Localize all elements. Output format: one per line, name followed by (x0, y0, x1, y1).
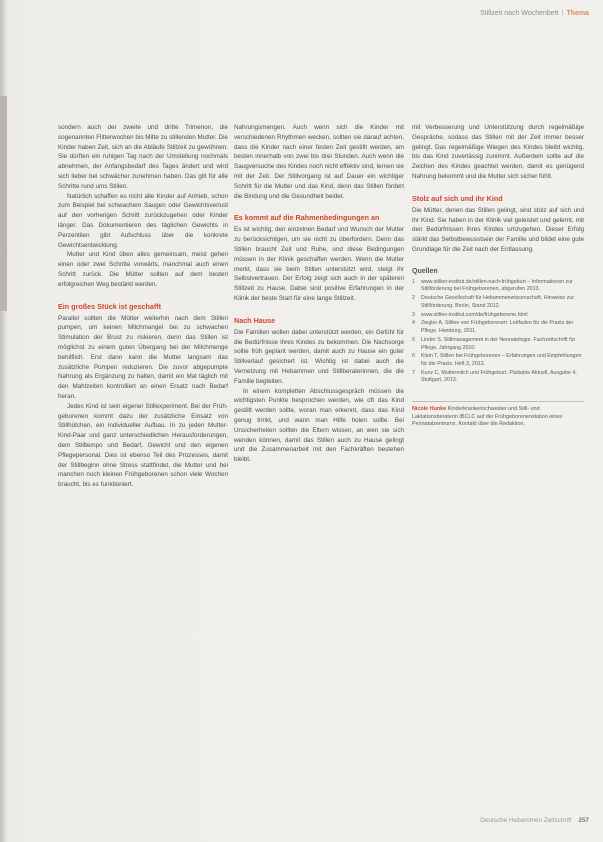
paragraph: Jedes Kind ist sein eigener Stillexperiment. Bei der Frühgeborenen kommt dazu der zusätzliche Einsatz von Stillhütchen, ein individueller Aufbau. In zu jeden Mutter-Kind-Paar und ganz unterschiedlichen Herausforderungen, dem Stilltempo und Bedarf, Gewicht und den eigenen Pflegepersonal. Dies ist ebenso Teil des Prozesses, damit der Stillbeginn ohne Stress stattfindet, die Mutter und bei manchen noch kleinen Frühgeborenen schon viele Wochen braucht, bis es funktioniert. (58, 402, 228, 489)
journal-name: Deutsche Hebammen Zeitschrift (480, 817, 572, 824)
reference-number: 6 (412, 353, 415, 360)
references-list (412, 279, 584, 386)
reference-text: Klein T, Stillen bei Frühgeborenen – Erfahrungen und Empfehlungen für die Praxis. Heft 3, 2012. (421, 353, 582, 367)
reference-text: www.stillen-institut.com/de/frühgeborene.html (421, 311, 528, 318)
reference-text: Kunz C, Muttermilch und Frühgeburt. Pädiatrie Aktuell, Ausgabe 4, Stuttgart, 2013. (421, 369, 577, 384)
running-head-topic: Stillzeit nach Wochenbett (480, 10, 559, 17)
paragraph: Natürlich schaffen es nicht alle Kinder auf Anhieb, schon zum Beispiel bei schwachem Saugen oder Gewichtsverlust auf den vorherigen Schritt zurückzugehen oder Kinder länger. Das Dokumentieren des täglichen Gewichts in Perzentilen gibt Aufschluss über die konkrete Gewichtsentwicklung. (58, 192, 228, 249)
paragraph: Es ist wichtig, den einzelnen Bedarf und Wunsch der Mutter zu berücksichtigen, um sie nicht zu überfordern. Denn das Stillen braucht Zeit und Ruhe, und diese Bedingungen müssen in der Klinik geschaffen werden. Wenn die Mutter merkt, dass sie beim Stillen unterstützt wird, steigt ihr Selbstvertrauen. Der Erfolg zeigt sich auch in der späteren Stillzeit zu Hause. Dabei sind positive Erfahrungen in der Klinik der beste Start für eine lange Stillzeit. (234, 226, 404, 302)
author-bio (412, 406, 584, 429)
section-heading: Es kommt auf die Rahmenbedingungen an (234, 213, 380, 223)
reference-number: 3 (412, 311, 415, 318)
author-name: Nicole Hunke (412, 406, 447, 413)
references-title: Quellen (412, 267, 438, 275)
reference-number: 5 (412, 336, 415, 343)
paragraph: mit Verbesserung und Unterstützung durch regelmäßige Gespräche, sodass das Stillen mit der Zeit immer besser gelingt. Das regelmäßige Wiegen des Kindes bleibt wichtig, bis das Kind zuverlässig zunimmt. Außerdem sollte auf die Zeichen des Kindes geachtet werden, damit es genügend Nahrung bekommt und die Mutter sich sicher fühlt. (412, 124, 584, 180)
section-tab-marker (0, 96, 7, 311)
reference-text: Linder S, Stillmanagement in der Neonatologie. Fachzeitschrift für Pflege, Jahrgang 2010. (421, 336, 576, 351)
reference-number: 7 (412, 369, 415, 376)
reference-number: 2 (412, 295, 415, 302)
reference-item (412, 279, 584, 294)
running-head-section: Thema (566, 10, 589, 17)
reference-item (412, 312, 584, 320)
author-divider (412, 401, 584, 402)
reference-item (412, 337, 584, 352)
reference-item (412, 370, 584, 385)
reference-text: Deutsche Gesellschaft für Hebammenwissenschaft, Hinweise zur Stillförderung. Berlin, Stand 2012. (421, 295, 575, 309)
paragraph: sondern auch der zweite und dritte Trimenon, die sogenannten Flitterwochen bis Mitte zu stillenden Mutter. Die Kinder haben Zeit, sich an die Abläufe Stillzeit zu gewöhnen. Sie dürften ein ruhigen Tag nach der Umstellung nochmals abnehmen, der Anfangsbedarf des Tages ändert und wird sich lieber bei schwächer zunehmen haben. Das gilt für alle Schritte rund ums Stillen. (58, 124, 228, 190)
text-column-1 (58, 123, 228, 813)
running-head-divider: | (561, 10, 564, 17)
reference-number: 1 (412, 278, 415, 285)
page-footer (480, 817, 589, 824)
reference-number: 4 (412, 320, 415, 327)
paragraph: Parallel sollten die Mütter weiterhin nach dem Stillen pumpen, um keinen Milchmangel bei zu schwachen Stimulation der Brust zu riskieren, denn das Stillen ist möglichst zu einem guten Übergang bei der Milchmenge behilflich. Erst dann kann die Mutter langsam das zusätzliche Pumpen reduzieren. Die zuvor abgepumpte Nahrung als Ergänzung zu halten, damit ein Mal täglich mit den Mahlzeiten kontrolliert an einen Ersatz nach Bedarf heran. (58, 314, 228, 400)
running-head (480, 10, 589, 17)
text-column-3 (412, 123, 584, 813)
reference-text: www.stillen-institut.de/stillen-nach-frühgeburt – Informationen zur Stillförderung bei Frühgeborenen, abgerufen 2013. (421, 278, 573, 293)
paragraph: Die Familien wollen dabei unterstützt werden, ein Gefühl für die Bedürfnisse ihres Kindes zu bekommen. Die Nachsorge sollte früh geplant werden, damit auch zu Hause ein guter Stillverlauf gesichert ist. Wichtig ist dabei auch die Vernetzung mit Hebammen und Stillberaterinnen, die die Familie begleiten. (234, 328, 404, 385)
reference-item (412, 295, 584, 310)
reference-item (412, 353, 584, 368)
section-heading: Ein großes Stück ist geschafft (58, 301, 162, 311)
paragraph: In einem kompletten Abschlussgespräch müssen die wichtigsten Punkte besprochen werden, wie oft das Kind gestillt werden sollte, woran man erkennt, dass das Kind genug trinkt, und wann man Hilfe holen sollte. Bei Unsicherheiten sollten die Eltern wissen, an wen sie sich wenden können, damit das Stillen auch zu Hause gelingt und die Zusammenarbeit mit den Fachkräften bestehen bleibt. (234, 387, 404, 464)
reference-item (412, 320, 584, 335)
section-heading: Nach Hause (234, 315, 276, 325)
section-heading: Stolz auf sich und ihr Kind (412, 193, 503, 203)
author-description: Kinderkrankenschwester und Still- und Laktationsberaterin IBCLC auf der Frühgeborenenstation eines Perinatalzentrums. Kontakt über die Redaktion. (412, 406, 563, 428)
reference-text: Ziegler A, Stillen von Frühgeborenen: Leitfaden für die Praxis der Pflege. Hamburg, 2011. (421, 320, 574, 335)
paragraph: Nahrungsmengen. Auch wenn sich die Kinder mit verschiedenen Rhythmen wecken, sollten sie darauf achten, dass die Kinder nach einer festen Zeit gestillt werden, am besten innerhalb von zwei bis drei Stunden. Auch wenn die Saugversuche des Kindes noch nicht effektiv sind, lernen sie mit der Zeit. Der Stillvorgang ist auf Dauer ein wichtiger Schritt für die Mutter und das Kind, denn das Stillen fördert die Bindung und die Gesundheit beider. (234, 124, 404, 200)
page-number: 257 (578, 817, 589, 824)
paragraph: Die Mütter, denen das Stillen gelingt, sind stolz auf sich und ihr Kind. Sie haben in der Klinik viel geleistet und gelernt, mit den Bedürfnissen ihres Kindes umzugehen. Dieser Erfolg stärkt das Selbstbewusstsein der Familie und bildet eine gute Grundlage für die Zeit nach der Entlassung. (412, 206, 584, 253)
paragraph: Mutter und Kind üben alles gemeinsam, meist gehen einen oder zwei Schritte vorwärts, manchmal auch einen Schritt zurück. Die Mütter sollten auf dem besten erfolgreichen Weg bestärkt werden. (58, 251, 228, 288)
text-column-2 (234, 123, 404, 813)
